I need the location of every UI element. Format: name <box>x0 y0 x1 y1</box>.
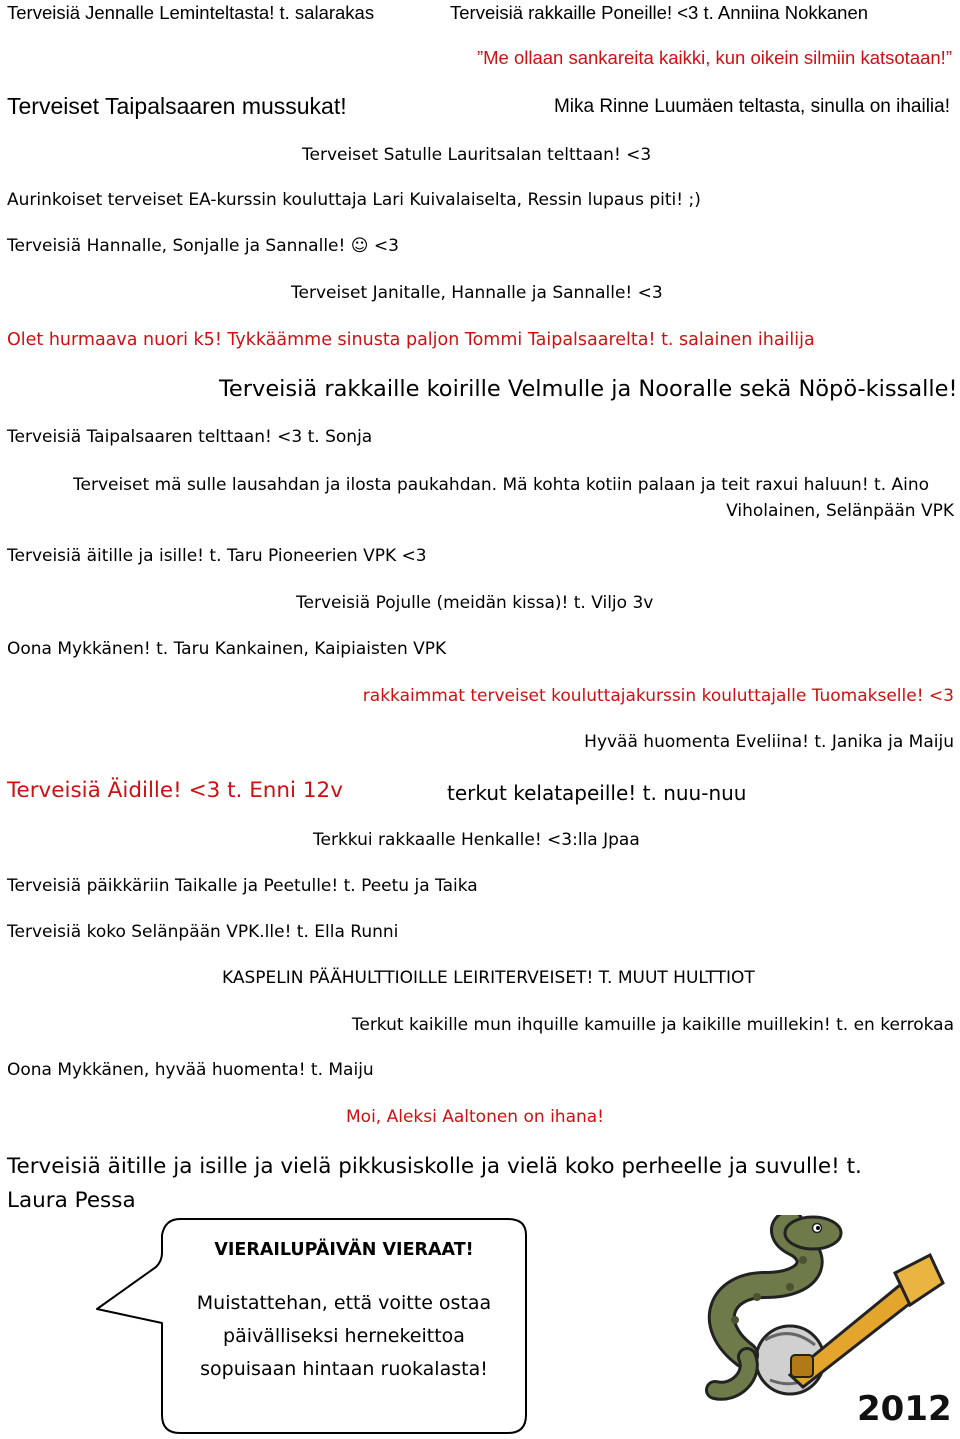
snake-with-hose-nozzle-icon <box>695 1215 955 1435</box>
greeting-pojulle: Terveisiä Pojulle (meidän kissa)! t. Viljo 3v <box>296 593 654 613</box>
greeting-kaspelin: KASPELIN PÄÄHULTTIOILLE LEIRITERVEISET! T. MUUT HULTTIOT <box>222 968 755 988</box>
greeting-ihquille: Terkut kaikille mun ihquille kamuille ja kaikille muillekin! t. en kerrokaa <box>351 1015 954 1035</box>
greeting-oona-taru: Oona Mykkänen! t. Taru Kankainen, Kaipiaisten VPK <box>7 639 447 659</box>
greeting-taipalsaaren-mussukat: Terveiset Taipalsaaren mussukat! <box>7 93 347 119</box>
greeting-aidille-enni: Terveisiä Äidille! <3 t. Enni 12v <box>7 778 343 803</box>
greeting-koirille: Terveisiä rakkaille koirille Velmulle ja Nooralle sekä Nöpö-kissalle! <box>219 376 958 402</box>
bubble-line-3: sopuisaan hintaan ruokalasta! <box>200 1358 488 1380</box>
greeting-laura-line2: Laura Pessa <box>7 1188 136 1213</box>
greeting-janitalle: Terveiset Janitalle, Hannalle ja Sannalle! <3 <box>291 283 663 303</box>
greeting-taipalsaaren-telttaan: Terveisiä Taipalsaaren telttaan! <3 t. Sonja <box>7 427 373 447</box>
logo-year: 2012 <box>857 1389 952 1429</box>
bubble-line-1: Muistattehan, että voitte ostaa <box>196 1292 492 1314</box>
bubble-line-2: päivälliseksi hernekeittoa <box>223 1325 465 1347</box>
greeting-lausahdan-line1: Terveiset mä sulle lausahdan ja ilosta paukahdan. Mä kohta kotiin palaan ja teit raxui haluun! t. Aino <box>73 475 930 495</box>
greeting-mika-rinne: Mika Rinne Luumäen teltasta, sinulla on ihailia! <box>553 96 950 117</box>
greeting-henkalle: Terkkui rakkaalle Henkalle! <3:lla Jpaa <box>313 830 640 850</box>
greeting-kelatapeille: terkut kelatapeille! t. nuu-nuu <box>447 781 747 805</box>
greeting-laura-line1: Terveisiä äitille ja isille ja vielä pikkusiskolle ja vielä koko perheelle ja suvulle! t. <box>7 1154 862 1179</box>
greeting-paikkariin: Terveisiä päikkäriin Taikalle ja Peetulle! t. Peetu ja Taika <box>7 876 478 896</box>
greeting-hurmaava: Olet hurmaava nuori k5! Tykkäämme sinusta paljon Tommi Taipalsaarelta! t. salainen ihailija <box>7 330 815 350</box>
greeting-selanpaan: Terveisiä koko Selänpään VPK.lle! t. Ella Runni <box>7 922 399 942</box>
greeting-satulle: Terveiset Satulle Lauritsalan telttaan! <3 <box>302 145 652 165</box>
greeting-poneille: Terveisiä rakkaille Poneille! <3 t. Anniina Nokkanen <box>450 2 869 23</box>
greeting-aleksi: Moi, Aleksi Aaltonen on ihana! <box>346 1107 604 1127</box>
greeting-eveliina: Hyvää huomenta Eveliina! t. Janika ja Maiju <box>584 732 954 752</box>
greeting-hannalle: Terveisiä Hannalle, Sonjalle ja Sannalle! ☺ <3 <box>7 236 399 256</box>
greeting-aurinkoiset: Aurinkoiset terveiset EA-kurssin kouluttaja Lari Kuivalaiselta, Ressin lupaus piti! ;) <box>7 190 701 210</box>
greeting-tuomakselle: rakkaimmat terveiset kouluttajakurssin kouluttajalle Tuomakselle! <3 <box>362 686 954 706</box>
greeting-jenna: Terveisiä Jennalle Leminteltasta! t. salarakas <box>7 2 375 23</box>
greeting-oona-maiju: Oona Mykkänen, hyvää huomenta! t. Maiju <box>7 1060 374 1080</box>
greeting-sankareita: ”Me ollaan sankareita kaikki, kun oikein silmiin katsotaan!” <box>476 47 952 68</box>
greeting-aitille-isille: Terveisiä äitille ja isille! t. Taru Pioneerien VPK <3 <box>7 546 427 566</box>
greeting-lausahdan-line2: Viholainen, Selänpään VPK <box>726 501 954 521</box>
bubble-title: VIERAILUPÄIVÄN VIERAAT! <box>214 1240 474 1260</box>
